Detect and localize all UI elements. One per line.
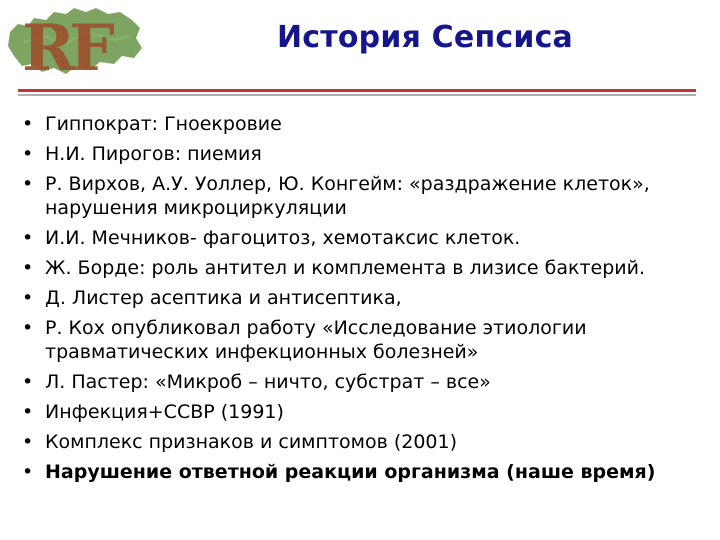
bullet-dot-icon: • <box>22 257 34 279</box>
title-underline-red <box>18 89 696 92</box>
bullet-list <box>22 112 702 490</box>
list-item: • Л. Пастер: «Микроб – ничто, субстрат – все» <box>22 371 491 393</box>
bullet-dot-icon: • <box>22 317 34 339</box>
title-underline-gray <box>18 94 696 96</box>
list-item: • Р. Кох опубликовал работу «Исследование этиологии травматических инфекционных болезней» <box>22 317 587 363</box>
bullet-dot-icon: • <box>22 113 34 135</box>
bullet-dot-icon: • <box>22 371 34 393</box>
list-item: • Н.И. Пирогов: пиемия <box>22 143 262 165</box>
rf-logo <box>4 2 144 82</box>
page-title: История Сепсиса <box>276 20 573 55</box>
list-item: • Гиппократ: Гноекровие <box>22 113 282 135</box>
bullet-dot-icon: • <box>22 287 34 309</box>
list-item: • И.И. Мечников- фагоцитоз, хемотаксис клеток. <box>22 227 521 249</box>
bullet-dot-icon: • <box>22 227 34 249</box>
list-item: • Р. Вирхов, А.У. Уоллер, Ю. Конгейм: «раздражение клеток», нарушения микроциркуляции <box>22 173 650 219</box>
bullet-dot-icon: • <box>22 173 34 195</box>
list-item: • Комплекс признаков и симптомов (2001) <box>22 431 458 453</box>
list-item: • Нарушение ответной реакции организма (наше время) <box>22 461 656 483</box>
bullet-dot-icon: • <box>22 431 34 453</box>
bullet-dot-icon: • <box>22 401 34 423</box>
bullet-dot-icon: • <box>22 143 34 165</box>
list-item: • Инфекция+ССВР (1991) <box>22 401 284 423</box>
bullet-dot-icon: • <box>22 461 34 483</box>
logo-letters: RF <box>22 11 109 82</box>
list-item: • Ж. Борде: роль антител и комплемента в лизисе бактерий. <box>22 257 646 279</box>
list-item: • Д. Листер асептика и антисептика, <box>22 287 402 309</box>
